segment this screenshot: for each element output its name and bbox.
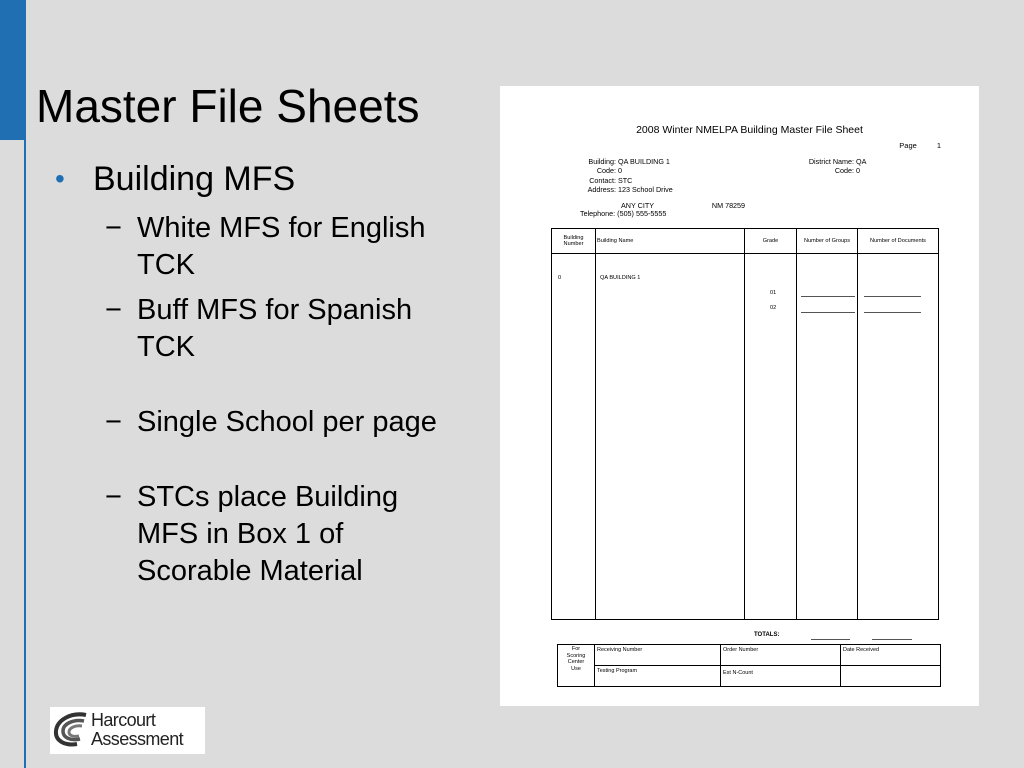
state-zip-value: NM 78259 [711, 201, 746, 210]
harcourt-swirl-icon [53, 711, 89, 749]
grade-cell: 01 [770, 290, 777, 296]
sub-bullet-item [105, 479, 495, 590]
sub-bullet-item [105, 210, 495, 284]
contact-label: Contact: [589, 175, 616, 185]
building-label: Building: [588, 157, 616, 166]
district-label: District Name: [808, 157, 854, 166]
contact-value: STC [618, 175, 633, 185]
code-value: 0 [618, 166, 622, 176]
totals-label: TOTALS: [754, 632, 780, 638]
order-number-label: Order Number [723, 647, 759, 653]
building-value: QA BUILDING 1 [618, 157, 670, 166]
scoring-center-label: For Scoring Center Use [566, 646, 586, 672]
building-info [500, 157, 673, 194]
page-indicator [899, 141, 941, 150]
column-header: Building Number [563, 234, 584, 247]
groups-blank [801, 312, 855, 313]
building-table [551, 228, 939, 620]
telephone-line [580, 209, 666, 218]
district-code-value: 0 [856, 166, 860, 176]
bullet-dot-icon: • [55, 163, 65, 194]
column-header: Number of Groups [803, 237, 850, 244]
dash-icon: − [105, 406, 122, 438]
bullet-list [55, 158, 495, 590]
sub-bullet-item [105, 292, 495, 366]
sub-bullet-text: STCs place Building MFS in Box 1 of Scorable Material [137, 481, 399, 587]
column-divider [857, 229, 858, 619]
sheet-title: 2008 Winter NMELPA Building Master File Sheet [636, 124, 863, 136]
district-code-label: Code: [834, 166, 854, 176]
totals-groups-blank [811, 639, 850, 640]
city-value: ANY CITY [621, 201, 654, 210]
grade-cell: 02 [770, 305, 777, 311]
dash-icon: − [105, 481, 122, 513]
building-name-cell: QA BUILDING 1 [600, 275, 641, 281]
est-n-count-label: Est N-Count [723, 670, 753, 676]
master-file-sheet-image [500, 86, 979, 706]
date-received-label: Date Received [843, 647, 880, 653]
bullet-text: Building MFS [93, 160, 296, 198]
sub-bullet-list [105, 210, 495, 590]
page-number: 1 [936, 141, 941, 150]
logo-line-2: Assessment [91, 729, 184, 749]
logo-line-1: Harcourt [91, 710, 156, 730]
header-divider [552, 253, 938, 254]
sub-bullet-item [105, 404, 495, 441]
address-value: 123 School Drive [618, 184, 673, 194]
sub-bullet-text: Single School per page [137, 406, 437, 438]
documents-blank [864, 296, 921, 297]
column-divider [796, 229, 797, 619]
code-label: Code: [596, 166, 616, 176]
telephone-value: (505) 555-5555 [617, 209, 667, 218]
sub-bullet-text: White MFS for English TCK [137, 212, 426, 281]
harcourt-logo [50, 707, 205, 754]
district-info [774, 157, 866, 176]
scoring-center-box [557, 644, 941, 687]
column-header: Building Name [597, 237, 634, 244]
column-header: Grade [762, 237, 779, 244]
box-divider [594, 665, 940, 666]
district-value: QA [856, 157, 867, 166]
totals-documents-blank [872, 639, 912, 640]
dash-icon: − [105, 294, 122, 326]
telephone-label: Telephone: [580, 209, 616, 218]
groups-blank [801, 296, 855, 297]
column-divider [744, 229, 745, 619]
logo-wordmark [91, 711, 183, 749]
dash-icon: − [105, 212, 122, 244]
sub-bullet-text: Buff MFS for Spanish TCK [137, 294, 413, 363]
page-label: Page [899, 141, 917, 150]
accent-bar [0, 0, 26, 140]
bullet-item [55, 158, 495, 200]
accent-rule [24, 140, 26, 768]
building-number-cell: 0 [558, 275, 562, 281]
column-header: Number of Documents [870, 237, 926, 244]
column-divider [595, 229, 596, 619]
testing-program-label: Testing Program [597, 668, 638, 674]
address-label: Address: [587, 184, 616, 194]
receiving-number-label: Receiving Number [597, 647, 643, 653]
documents-blank [864, 312, 921, 313]
slide-title: Master File Sheets [36, 80, 420, 132]
